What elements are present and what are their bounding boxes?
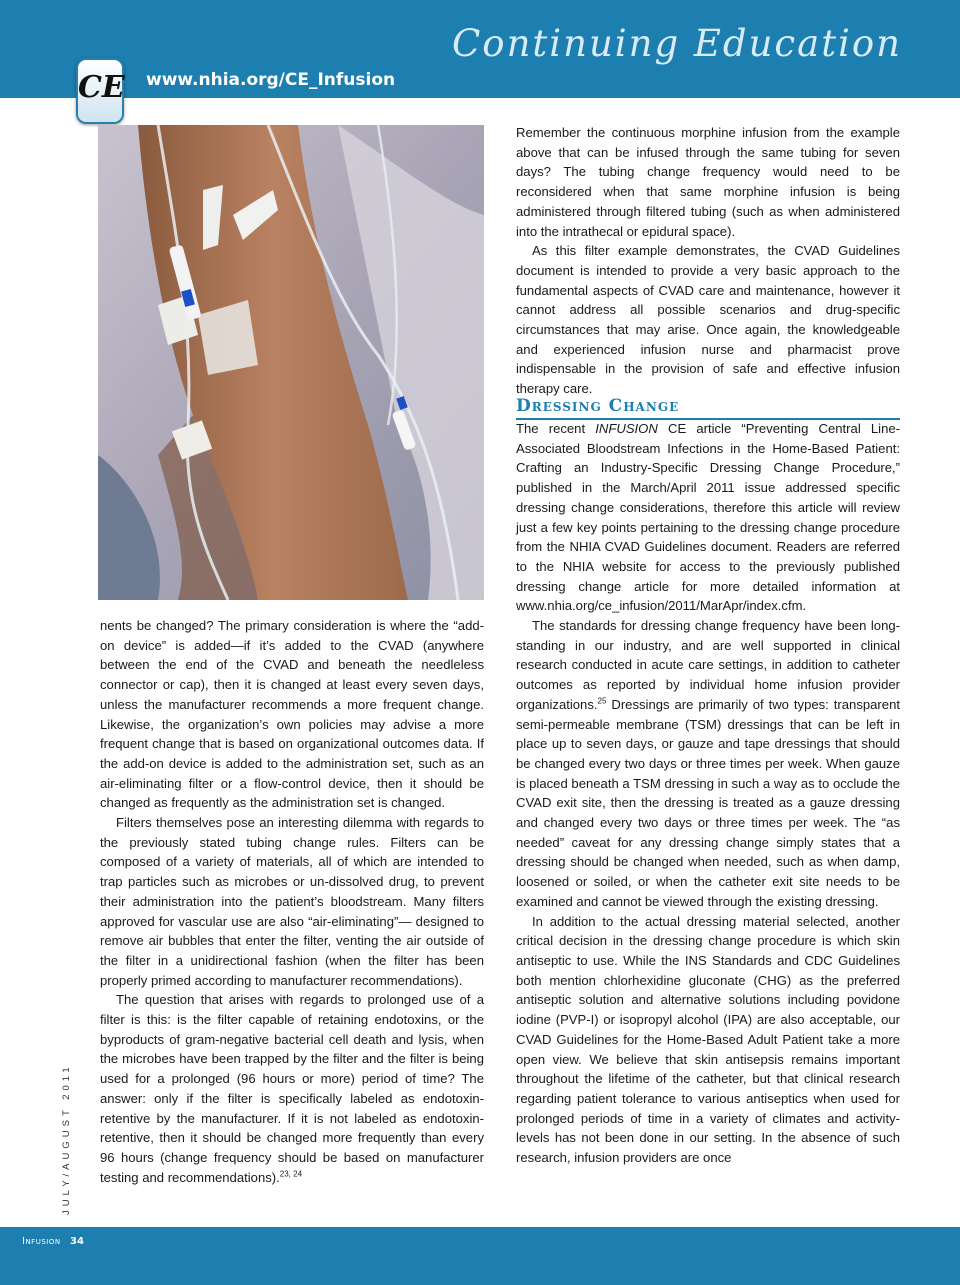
paragraph-text: The recent — [516, 421, 596, 436]
iv-arm-photo — [98, 125, 484, 600]
footer-magazine-name: Infusion — [22, 1236, 61, 1247]
paragraph: In addition to the actual dressing material selected, another critical decision in the dressing change procedure is which skin antiseptic to use. While the INS Standards and CDC Guidelines both mention chlorhexidine gluconate (CHG) as the preferred antiseptic solution and alternative solutions including povidone iodine (PVP-I) or isopropyl alcohol (IPA) are also acceptable, our CVAD Guidelines for the Home-Based Adult Patient take a more open view. We believe that skin antisepsis remains important throughout the lifetime of the catheter, but that clinical research regarding patient tolerance to various antiseptics when used for prolonged periods of time in a variety of climates and activity-levels has not been done in our setting. In the absence of such research, infusion providers are once — [516, 913, 900, 1166]
paragraph-text: Dressings are primarily of two types: transparent semi-permeable membrane (TSM) dressings that can be left in place up to seven days, or gauze and tape dressings that should be changed every two days or three times per week. When gauze is placed beneath a TSM dressing in such a way as to occlude the CVAD exit site, then the dressing is treated as a gauze dressing and changed every two days or three times per week. The “as needed” caveat for any dressing change simply states that a dressing should be changed when needed, such as when damp, loosened or soiled, or when the catheter exit site needs to be examined and cannot be viewed through the existing dressing. — [516, 696, 900, 909]
magazine-name: INFUSION — [595, 421, 658, 436]
paragraph: Filters themselves pose an interesting dilemma with regards to the previously stated tubing change rules. Filters can be composed of a variety of materials, all of which are intended to trap particles such as microbes or un-dissolved drug, to prevent their administration into the patient’s bloodstream. Many filters approved for vascular use are also “air-eliminating”— designed to remove air bubbles that enter the filter, venting the air outside of the filter in a unidirectional fashion (when the filter has been properly primed according to manufacturer recommendations). — [100, 815, 484, 988]
section-title: Continuing Education — [452, 22, 902, 65]
ce-logo — [76, 58, 124, 124]
paragraph — [516, 616, 900, 912]
page-number: 34 — [70, 1236, 84, 1247]
right-column-bottom — [516, 419, 900, 1168]
paragraph — [100, 990, 484, 1187]
right-column-top — [516, 123, 900, 399]
paragraph-text: The question that arises with regards to prolonged use of a filter is this: is the filter capable of retaining endotoxins, or the byproducts of gram-negative bacterial cell death and lysis, when the microbes have been trapped by the filter and the filter is being used for a prolonged (96 hours or more) period of time? The answer: only if the filter is specifically labeled as endotoxin-retentive by the manufacturer. If it is not labeled as endotoxin-retentive, then it should be changed more frequently than every 96 hours (change frequency should be based on manufacturer testing and recommendations). — [100, 992, 484, 1185]
paragraph — [516, 419, 900, 616]
paragraph: nents be changed? The primary consideration is where the “add-on device” is added—if it’s added to the CVAD (anywhere between the end of the CVAD and beneath the needleless connector or cap), then it is changed at least every seven days, unless the manufacturer recommends a more frequent change. Likewise, the organization’s own policies may advise a more frequent change that is based on organizational outcomes data. If the add-on device is added to the administration set, such as an air-eliminating filter or a flow-control device, then it should be changed as frequently as the administration set is changed. — [100, 618, 484, 811]
footer-band — [0, 1227, 960, 1285]
reference-superscript: 23, 24 — [279, 1169, 303, 1179]
header-url[interactable]: www.nhia.org/CE_Infusion — [146, 70, 396, 90]
issue-date: JULY/AUGUST 2011 — [61, 1063, 72, 1215]
paragraph-text: CE article “Preventing Central Line-Associated Bloodstream Infections in the Home-Based Patient: Crafting an Industry-Specific Dressing Change Procedure,” published in the March/April 2011 issue addressed specific dressing change considerations, therefore this article will review just a few key points pertaining to the dressing change procedure from the NHIA CVAD Guidelines document. Readers are referred to the NHIA website for access to the previously published dressing change article for more detailed information at www.nhia.org/ce_infusion/2011/MarApr/index.cfm. — [516, 421, 900, 614]
paragraph: Remember the continuous morphine infusion from the example above that can be infused through the same tubing for seven days? The tubing change frequency would need to be reconsidered when that same morphine infusion is being administered through filtered tubing (such as when administered into the intrathecal or epidural space). — [516, 125, 900, 239]
paragraph-text: The standards for dressing change frequency have been long-standing in our industry, and are well supported in clinical research conducted in acute care settings, in addition to catheter outcomes as reported by individual home infusion provider organizations. — [516, 618, 900, 712]
paragraph: As this filter example demonstrates, the CVAD Guidelines document is intended to provide a very basic approach to the fundamental aspects of CVAD care and maintenance, however it cannot address all possible scenarios and drug-specific circumstances that may arise. Once again, the knowledgeable and experienced infusion nurse and pharmacist prove indispensable in the provision of safe and effective infusion therapy care. — [516, 243, 900, 397]
left-column — [100, 616, 484, 1187]
section-heading-dressing-change: Dressing Change — [516, 394, 900, 420]
ce-logo-text: CE — [78, 70, 125, 105]
reference-superscript: 25 — [597, 696, 607, 706]
